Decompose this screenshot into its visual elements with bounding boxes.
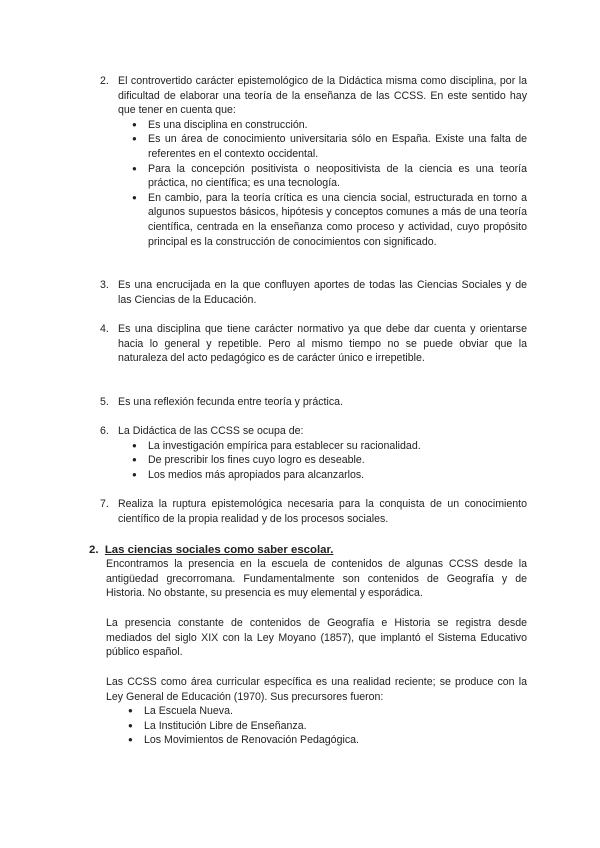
bullet-icon: ● [132, 440, 137, 450]
section-number: 2. [89, 544, 99, 556]
list-item [100, 424, 527, 482]
bullet-icon: ● [132, 455, 137, 465]
bullet-item: ● Para la concepción positivista o neopositivista de la ciencia es una teoría práctica, no científica; es una tecnología. [132, 162, 527, 190]
list-item-number: 7. [100, 498, 109, 510]
list-item-number: 3. [100, 279, 109, 291]
bullet-item: ● De prescribir los fines cuyo logro es deseable. [132, 454, 365, 467]
bullet-item: ● Es una disciplina en construcción. [132, 118, 308, 131]
list-item-text: La Didáctica de las CCSS se ocupa de: [118, 425, 304, 437]
bullet-icon: ● [132, 192, 137, 202]
list-item-text: Es una reflexión fecunda entre teoría y práctica. [118, 396, 343, 408]
list-item [100, 497, 527, 526]
bullet-item: ● En cambio, para la teoría crítica es una ciencia social, estructurada en torno a algunos supuestos básicos, hipótesis y conceptos comunes a más de una teoría científica, centrada en la enseñanza como proceso y actividad, cuyo propósito principal es la construcción de conocimientos con significado. [132, 191, 527, 248]
list-item [100, 74, 527, 249]
paragraph: Encontramos la presencia en la escuela de contenidos de algunas CCSS desde la antigüedad grecorromana. Fundamentalmente son contenidos de Geografía y de Historia. No obstante, su presencia es muy elemental y esporádica. [106, 558, 527, 600]
section-title: Las ciencias sociales como saber escolar. [104, 544, 334, 556]
bullet-icon: ● [128, 735, 133, 745]
list-item-number: 5. [100, 396, 109, 408]
bullet-icon: ● [132, 119, 137, 129]
list-item-text: Es una disciplina que tiene carácter normativo ya que debe dar cuenta y orientarse hacia lo general y repetible. Pero al mismo tiempo no se puede obviar que la naturaleza del acto pedagógico es de carácter único e irrepetible. [118, 323, 527, 365]
bullet-item: ● La Escuela Nueva. [128, 705, 233, 718]
paragraph: La presencia constante de contenidos de Geografía e Historia se registra desde mediados del siglo XIX con la Ley Moyano (1857), que implantó el Sistema Educativo público español. [106, 617, 527, 659]
bullet-icon: ● [132, 163, 137, 173]
list-item-number: 2. [100, 75, 109, 87]
bullet-list [118, 118, 527, 249]
bullet-item: ● Los medios más apropiados para alcanzarlos. [132, 468, 365, 481]
list-item [100, 278, 527, 307]
list-item-text: Es una encrucijada en la que confluyen aportes de todas las Ciencias Sociales y de las Ciencias de la Educación. [118, 279, 527, 306]
list-item-text: El controvertido carácter epistemológico de la Didáctica misma como disciplina, por la dificultad de elaborar una teoría de la enseñanza de las CCSS. En este sentido hay que tener en cuenta que: [118, 75, 527, 117]
bullet-icon: ● [128, 720, 133, 730]
bullet-list [106, 704, 527, 748]
bullet-icon: ● [128, 706, 133, 716]
section-heading [89, 543, 333, 558]
bullet-item: ● La Institución Libre de Enseñanza. [128, 719, 307, 732]
list-item-number: 6. [100, 425, 109, 437]
paragraph: Las CCSS como área curricular específica es una realidad reciente; se produce con la Ley General de Educación (1970). Sus precursores fueron: ● La Escuela Nueva. ● La Institución Libre de Enseñanza. ● Los Movimientos de Renovación Pedagógica. [106, 676, 527, 747]
list-item [100, 322, 527, 366]
bullet-item: ● Es un área de conocimiento universitaria sólo en España. Existe una falta de referentes en el contexto occidental. [132, 133, 527, 160]
bullet-icon: ● [132, 134, 137, 144]
bullet-item: ● Los Movimientos de Renovación Pedagógica. [128, 734, 359, 747]
list-item [100, 395, 527, 410]
bullet-item: ● La investigación empírica para establecer su racionalidad. [132, 439, 421, 452]
bullet-list [118, 439, 527, 483]
list-item-text: Realiza la ruptura epistemológica necesaria para la conquista de un conocimiento científico de la propia realidad y de los procesos sociales. [118, 498, 527, 525]
list-item-number: 4. [100, 323, 109, 335]
bullet-icon: ● [132, 469, 137, 479]
